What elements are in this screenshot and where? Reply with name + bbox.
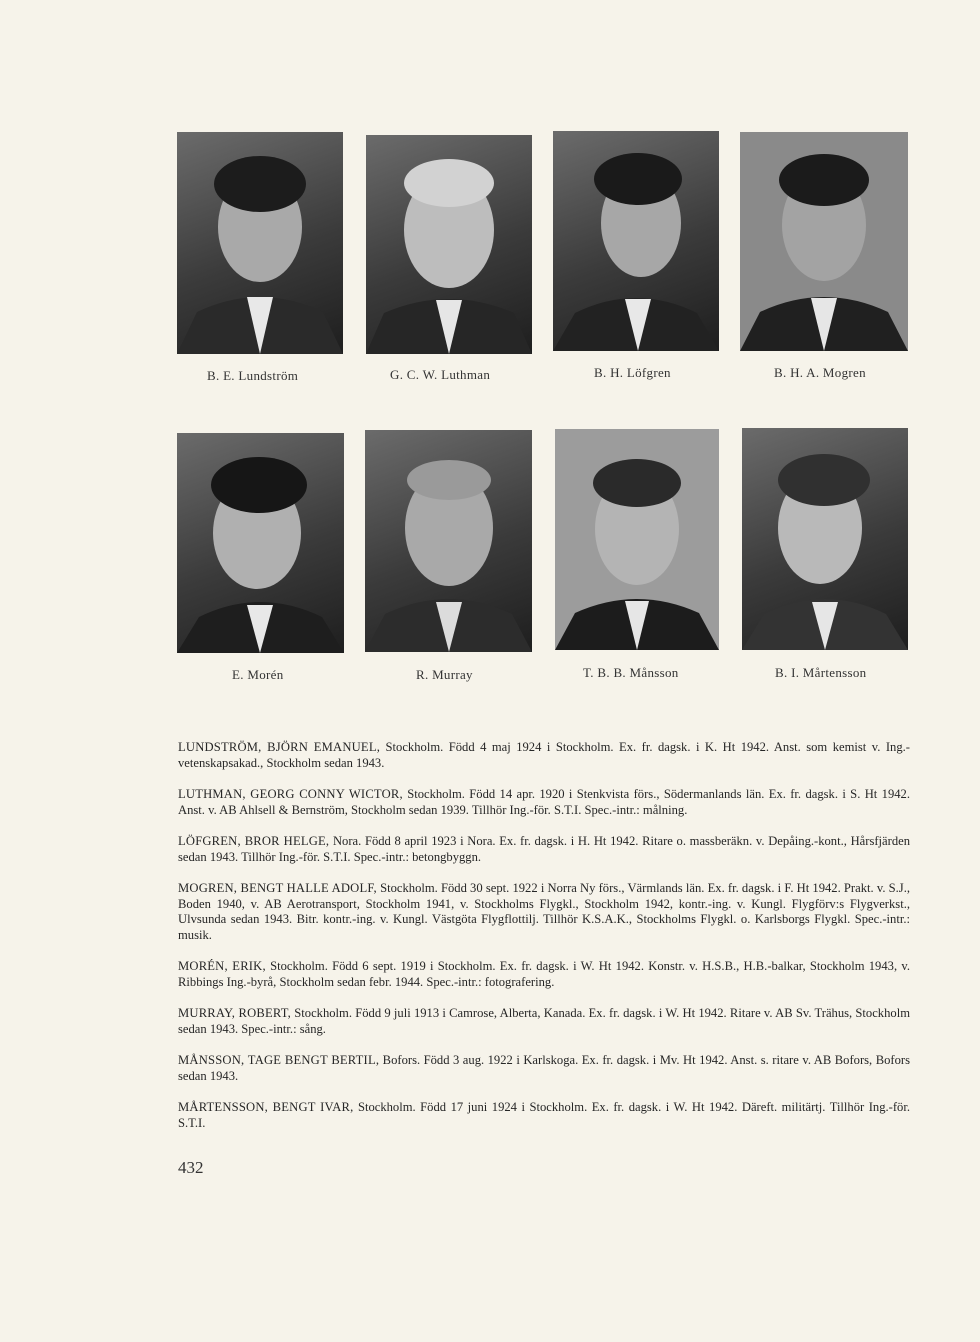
- biography-text: Nora. Född 8 april 1923 i Nora. Ex. fr. dagsk. i H. Ht 1942. Ritare o. massberäkn. v. Depåing.-kont., Hårsfjärden sedan 1943. Tillhör Ing.-för. S.T.I. Spec.-intr.: betongbyggn.: [178, 834, 911, 864]
- portrait-photo-martensson: [742, 428, 908, 650]
- biography-entry: [178, 834, 910, 865]
- portrait-caption: T. B. B. Månsson: [583, 665, 679, 680]
- biography-text: Stockholm. Född 30 sept. 1922 i Norra Ny förs., Värmlands län. Ex. fr. dagsk. i F. Ht 1942. Prakt. v. S.J., Boden 1940, v. AB Aerotransport, Stockholm 1941, v. Stockholms Flygkl., Stockholm 1942, kontr.-ing. v. Kungl. Flygförv:s Flygverkst., Ulvsunda sedan 1943. Bitr. kontr.-ing. v. Kungl. Västgöta Flygflottilj. Tillhör K.S.A.K., Stockholms Flygkl. o. Karlsborgs Flygkl. Spec.-intr.: musik.: [178, 881, 910, 942]
- portrait-photo-luthman: [366, 135, 532, 354]
- biography-entry: [178, 740, 910, 771]
- biography-list: [178, 740, 910, 1147]
- biography-text: Stockholm. Född 6 sept. 1919 i Stockholm. Ex. fr. dagsk. i W. Ht 1942. Konstr. v. H.S.B., H.B.-balkar, Stockholm 1943, v. Ribbings Ing.-byrå, Stockholm sedan febr. 1944. Spec.-intr.: fotografering.: [178, 959, 910, 989]
- biography-text: Stockholm. Född 14 apr. 1920 i Stenkvista förs., Södermanlands län. Ex. fr. dagsk. i S. Ht 1942. Anst. v. AB Ahlsell & Bernström, Stockholm sedan 1939. Tillhör Ing.-för. S.T.I. Spec.-intr.: målning.: [178, 787, 910, 817]
- biography-name: MÅRTENSSON, BENGT IVAR,: [178, 1100, 354, 1114]
- portrait-photo-mogren: [740, 132, 908, 351]
- biography-entry: [178, 1100, 910, 1131]
- portrait-photo-mansson: [555, 429, 719, 650]
- biography-text: Stockholm. Född 9 juli 1913 i Camrose, Alberta, Kanada. Ex. fr. dagsk. i W. Ht 1942. Ritare v. AB Sv. Trähus, Stockholm sedan 1943. Spec.-intr.: sång.: [178, 1006, 910, 1036]
- biography-entry: [178, 1053, 910, 1084]
- biography-name: MORÉN, ERIK,: [178, 959, 266, 973]
- page-number: 432: [178, 1158, 204, 1177]
- biography-entry: [178, 881, 910, 943]
- portrait-caption: B. H. A. Mogren: [774, 365, 866, 380]
- portrait-photo-murray: [365, 430, 532, 652]
- biography-name: LUTHMAN, GEORG CONNY WICTOR,: [178, 787, 403, 801]
- biography-name: MURRAY, ROBERT,: [178, 1006, 292, 1020]
- portrait-caption: B. E. Lundström: [207, 368, 299, 383]
- biography-text: Stockholm. Född 4 maj 1924 i Stockholm. Ex. fr. dagsk. i K. Ht 1942. Anst. som kemist v. Ing.-vetenskapsakad., Stockholm sedan 1943.: [178, 740, 910, 770]
- portrait-caption: B. I. Mårtensson: [775, 665, 867, 680]
- portrait-caption: E. Morén: [232, 667, 284, 682]
- biography-entry: [178, 959, 910, 990]
- biography-entry: [178, 1006, 910, 1037]
- biography-name: LÖFGREN, BROR HELGE,: [178, 834, 330, 848]
- portrait-photo-lundstrom: [177, 132, 343, 354]
- portrait-photo-moren: [177, 433, 344, 653]
- portrait-caption: B. H. Löfgren: [594, 365, 671, 380]
- biography-name: LUNDSTRÖM, BJÖRN EMANUEL,: [178, 740, 381, 754]
- portrait-caption: G. C. W. Luthman: [390, 367, 491, 382]
- biography-text: Stockholm. Född 17 juni 1924 i Stockholm. Ex. fr. dagsk. i W. Ht 1942. Däreft. militärtj. Tillhör Ing.-för. S.T.I.: [178, 1100, 910, 1130]
- biography-entry: [178, 787, 910, 818]
- portrait-caption: R. Murray: [416, 667, 473, 682]
- portrait-photo-lofgren: [553, 131, 719, 351]
- biography-text: Bofors. Född 3 aug. 1922 i Karlskoga. Ex. fr. dagsk. i Mv. Ht 1942. Anst. s. ritare v. AB Bofors, Bofors sedan 1943.: [178, 1053, 910, 1083]
- biography-name: MOGREN, BENGT HALLE ADOLF,: [178, 881, 377, 895]
- biography-name: MÅNSSON, TAGE BENGT BERTIL,: [178, 1053, 380, 1067]
